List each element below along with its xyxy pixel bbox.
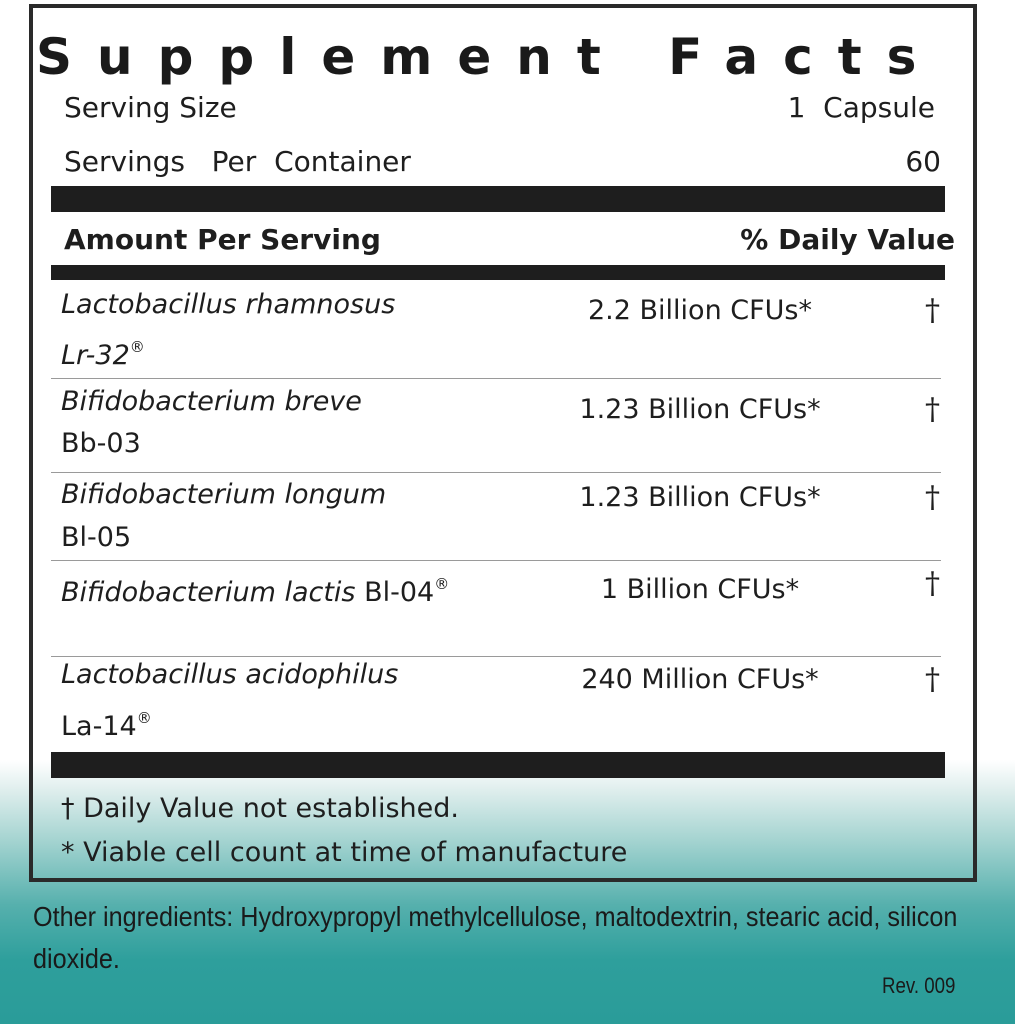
ingredient-daily-value: † <box>925 662 940 697</box>
ingredient-daily-value: † <box>925 480 940 515</box>
footnote-daily-value: † Daily Value not established. <box>61 793 459 824</box>
revision-label: Rev. 009 <box>882 973 956 998</box>
row-divider <box>51 378 941 379</box>
thick-divider-bottom <box>51 752 945 778</box>
supplement-facts-panel <box>29 4 977 882</box>
servings-per-container-value: 60 <box>905 145 941 178</box>
registered-mark: ® <box>136 709 152 727</box>
ingredient-name: Bifidobacterium lactis Bl-04® <box>61 575 450 608</box>
ingredient-daily-value: † <box>925 293 940 328</box>
amount-per-serving-header: Amount Per Serving <box>64 223 381 256</box>
other-ingredients: Other ingredients: Hydroxypropyl methylcellulose, maltodextrin, stearic acid, silicon dioxide. <box>33 901 958 974</box>
ingredient-name: Lactobacillus acidophilus <box>61 659 399 690</box>
row-divider <box>51 560 941 561</box>
servings-per-container-label: Servings Per Container <box>64 145 411 178</box>
ingredient-strain: La-14® <box>61 709 152 742</box>
footnote-viable-count: * Viable cell count at time of manufacture <box>61 837 628 868</box>
ingredient-amount: 240 Million CFUs* <box>581 664 819 695</box>
ingredient-amount: 2.2 Billion CFUs* <box>588 295 812 326</box>
ingredient-amount: 1.23 Billion CFUs* <box>579 482 821 513</box>
serving-size-label: Serving Size <box>64 91 237 124</box>
ingredient-strain: Bl-05 <box>61 522 132 553</box>
row-divider <box>51 656 941 657</box>
ingredient-amount: 1.23 Billion CFUs* <box>579 394 821 425</box>
thick-divider-top <box>51 186 945 212</box>
row-divider <box>51 472 941 473</box>
registered-mark: ® <box>434 575 450 593</box>
panel-title: Supplement Facts <box>36 28 942 86</box>
ingredient-name: Bifidobacterium breve <box>61 386 362 417</box>
ingredient-strain: Bb-03 <box>61 428 141 459</box>
ingredient-strain: Lr-32® <box>61 338 145 371</box>
ingredient-name: Bifidobacterium longum <box>61 479 387 510</box>
ingredient-name: Lactobacillus rhamnosus <box>61 289 396 320</box>
ingredient-daily-value: † <box>925 392 940 427</box>
ingredient-daily-value: † <box>925 566 940 601</box>
ingredient-amount: 1 Billion CFUs* <box>600 574 800 605</box>
serving-size-value: 1 Capsule <box>787 91 935 124</box>
registered-mark: ® <box>129 338 145 356</box>
daily-value-header: % Daily Value <box>740 223 955 256</box>
medium-divider <box>51 265 945 280</box>
